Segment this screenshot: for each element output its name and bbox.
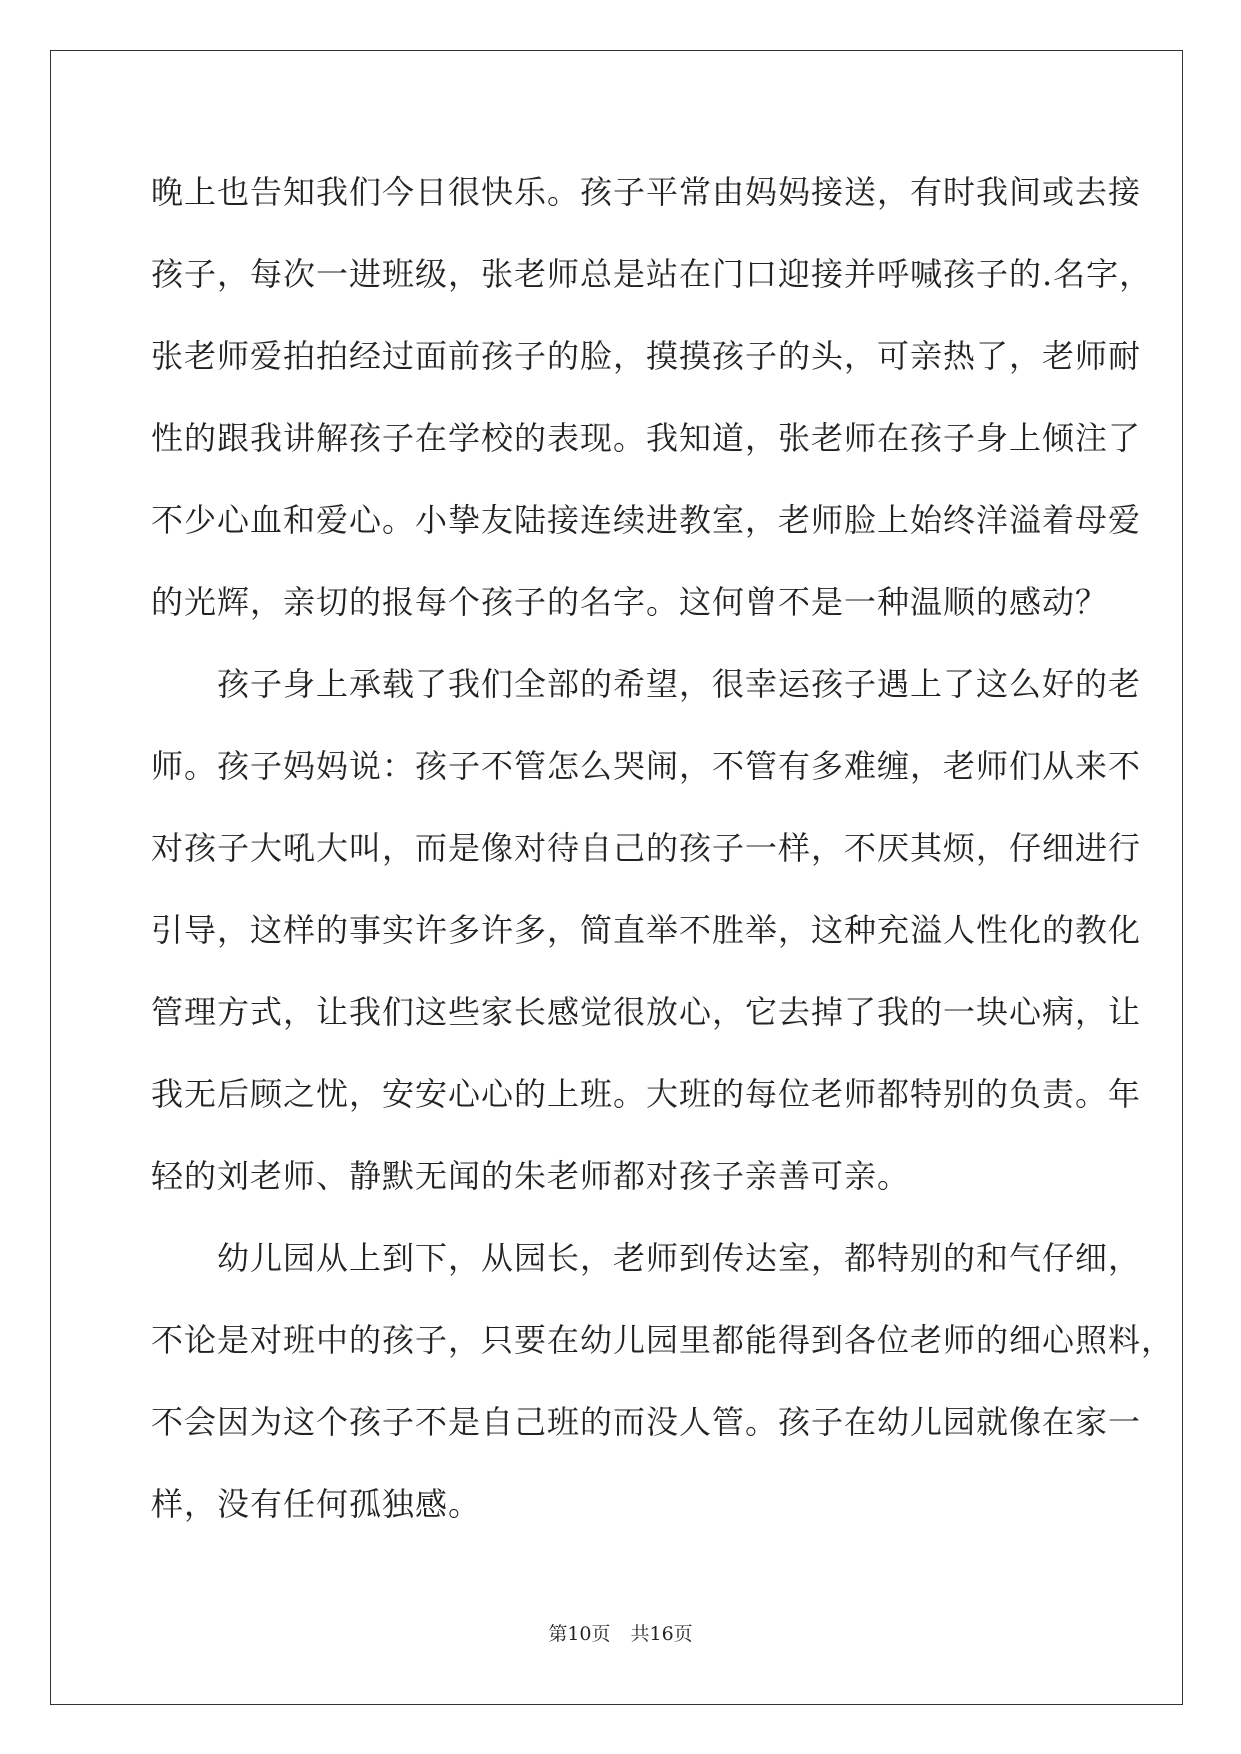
text-line: 幼儿园从上到下，从园长，老师到传达室，都特别的和气仔细，	[151, 1239, 1142, 1277]
text-line: 性的跟我讲解孩子在学校的表现。我知道，张老师在孩子身上倾注了	[151, 419, 1142, 457]
text-line: 的光辉，亲切的报每个孩子的名字。这何曾不是一种温顺的感动？	[151, 583, 1109, 621]
page-number: 第10页	[548, 1623, 611, 1645]
text-line: 晚上也告知我们今日很快乐。孩子平常由妈妈接送，有时我间或去接	[151, 173, 1142, 211]
page-border	[50, 50, 1183, 1705]
text-line: 我无后顾之忧，安安心心的上班。大班的每位老师都特别的负责。年	[151, 1075, 1142, 1113]
text-line: 引导，这样的事实许多许多，简直举不胜举，这种充溢人性化的教化	[151, 911, 1142, 949]
text-line: 不论是对班中的孩子，只要在幼儿园里都能得到各位老师的细心照料，	[151, 1321, 1175, 1359]
text-line: 管理方式，让我们这些家长感觉很放心，它去掉了我的一块心病，让	[151, 993, 1142, 1031]
text-line: 不少心血和爱心。小挚友陆接连续进教室，老师脸上始终洋溢着母爱	[151, 501, 1142, 539]
text-line: 轻的刘老师、静默无闻的朱老师都对孩子亲善可亲。	[151, 1157, 911, 1195]
page-footer	[0, 1622, 1241, 1646]
page-total: 共16页	[630, 1623, 693, 1645]
text-line: 不会因为这个孩子不是自己班的而没人管。孩子在幼儿园就像在家一	[151, 1403, 1142, 1441]
text-line: 对孩子大吼大叫，而是像对待自己的孩子一样，不厌其烦，仔细进行	[151, 829, 1142, 867]
text-line: 孩子身上承载了我们全部的希望，很幸运孩子遇上了这么好的老	[151, 665, 1142, 703]
text-line: 张老师爱拍拍经过面前孩子的脸，摸摸孩子的头，可亲热了，老师耐	[151, 337, 1142, 375]
text-line: 样，没有任何孤独感。	[151, 1485, 482, 1523]
text-line: 师。孩子妈妈说：孩子不管怎么哭闹，不管有多难缠，老师们从来不	[151, 747, 1142, 785]
text-line: 孩子，每次一进班级，张老师总是站在门口迎接并呼喊孩子的.名字，	[151, 255, 1153, 293]
